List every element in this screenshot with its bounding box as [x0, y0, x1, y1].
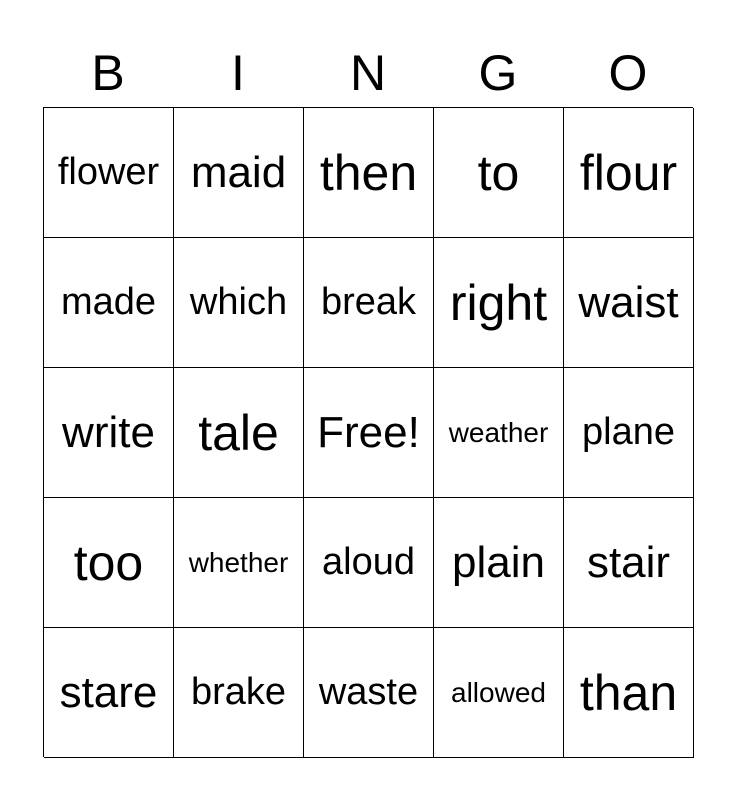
- free-space-cell[interactable]: Free!: [304, 368, 434, 498]
- bingo-cell[interactable]: stair: [564, 498, 694, 628]
- bingo-cell[interactable]: aloud: [304, 498, 434, 628]
- bingo-cell[interactable]: weather: [434, 368, 564, 498]
- header-letter-n: N: [349, 45, 387, 101]
- bingo-cell[interactable]: write: [44, 368, 174, 498]
- bingo-cell[interactable]: too: [44, 498, 174, 628]
- bingo-cell[interactable]: which: [174, 238, 304, 368]
- header-letter-g: G: [478, 45, 518, 101]
- bingo-cell[interactable]: plane: [564, 368, 694, 498]
- bingo-cell[interactable]: stare: [44, 628, 174, 758]
- bingo-cell[interactable]: whether: [174, 498, 304, 628]
- header-letter-o: O: [608, 45, 648, 101]
- bingo-cell[interactable]: flower: [44, 108, 174, 238]
- bingo-cell[interactable]: allowed: [434, 628, 564, 758]
- bingo-cell[interactable]: to: [434, 108, 564, 238]
- bingo-cell[interactable]: brake: [174, 628, 304, 758]
- bingo-cell[interactable]: waist: [564, 238, 694, 368]
- bingo-cell[interactable]: waste: [304, 628, 434, 758]
- bingo-cell[interactable]: than: [564, 628, 694, 758]
- bingo-cell[interactable]: maid: [174, 108, 304, 238]
- header-letter-b: B: [91, 45, 125, 101]
- bingo-cell[interactable]: right: [434, 238, 564, 368]
- bingo-header: [43, 40, 693, 106]
- bingo-cell[interactable]: made: [44, 238, 174, 368]
- bingo-cell[interactable]: tale: [174, 368, 304, 498]
- header-letter-i: I: [231, 45, 245, 101]
- bingo-cell[interactable]: flour: [564, 108, 694, 238]
- bingo-cell[interactable]: then: [304, 108, 434, 238]
- bingo-cell[interactable]: plain: [434, 498, 564, 628]
- bingo-board: [43, 107, 693, 757]
- bingo-cell[interactable]: break: [304, 238, 434, 368]
